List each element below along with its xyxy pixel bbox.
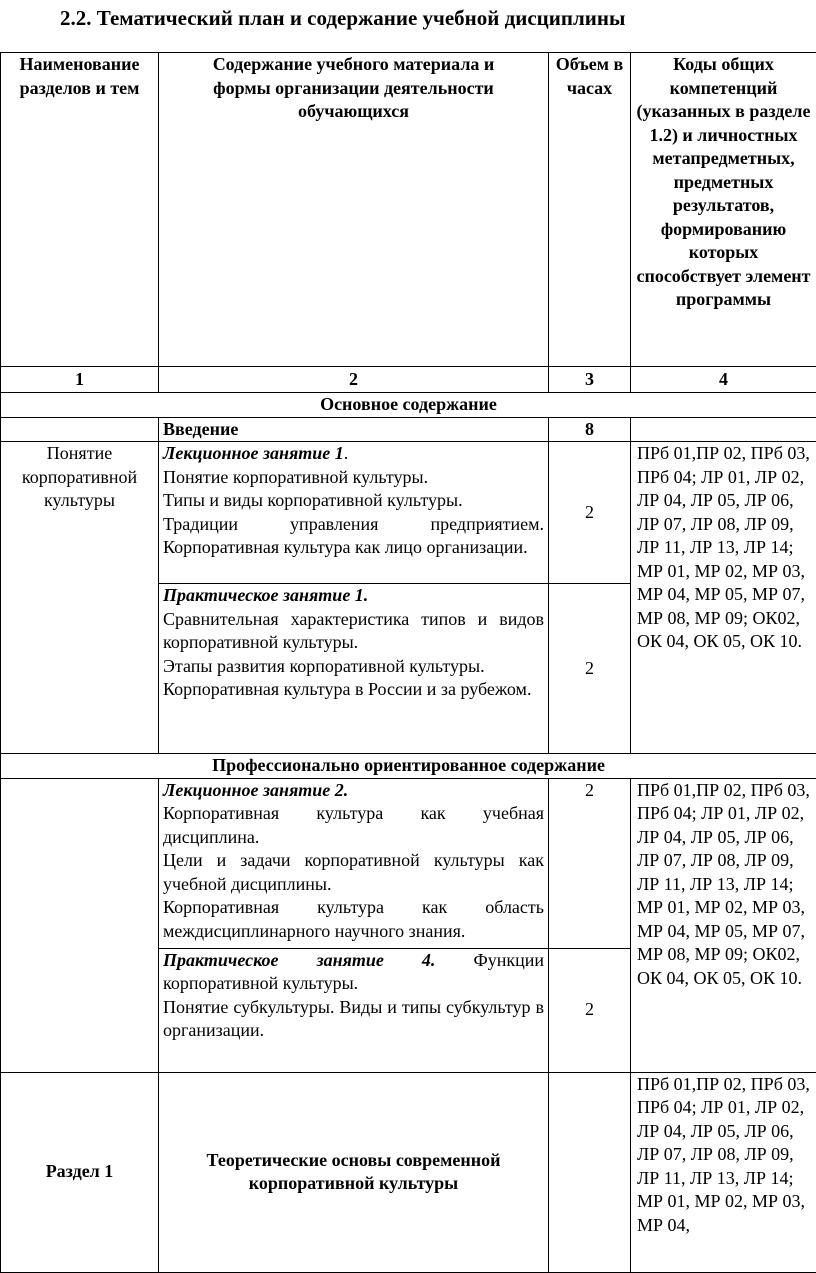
topic1-lecture-title: Лекционное занятие 1 — [163, 443, 344, 463]
prof-practice-hours: 2 — [549, 948, 631, 1072]
prof-practice-title-tail: Функции корпоративной культуры. — [163, 950, 544, 994]
column-number-2: 2 — [159, 367, 549, 393]
prof-lecture-content — [159, 778, 549, 948]
column-numbers-row — [1, 367, 816, 393]
page-title: 2.2. Тематический план и содержание учебной дисциплины — [60, 4, 625, 32]
column-number-1: 1 — [1, 367, 159, 393]
topic1-lecture-line: Понятие корпоративной культуры. — [163, 466, 544, 490]
topic1-practice-line: Сравнительная характеристика типов и видов корпоративной культуры. — [163, 608, 544, 655]
topic1-practice-line: Корпоративная культура в России и за рубежом. — [163, 678, 544, 702]
topic1-practice-title: Практическое занятие 1. — [163, 585, 368, 605]
header-codes: Коды общих компетенций (указанных в разделе 1.2) и личностных метапредметных, предметных результатов, формированию которых способствует элемент программы — [631, 53, 816, 367]
topic1-lecture-title-tail: . — [344, 443, 349, 463]
section1-content: Теоретические основы современной корпоративной культуры — [159, 1072, 549, 1272]
section-prof-heading: Профессионально ориентированное содержание — [1, 754, 816, 779]
header-content: Содержание учебного материала и формы организации деятельности обучающихся — [159, 53, 549, 367]
section-prof-row — [1, 754, 816, 779]
section-main-row — [1, 393, 816, 418]
prof-lecture-line: Корпоративная культура как область междисциплинарного научного знания. — [163, 896, 544, 943]
section1-row — [1, 1072, 816, 1272]
topic1-practice-line: Этапы развития корпоративной культуры. — [163, 655, 544, 679]
prof-practice-title: Практическое занятие 4. — [163, 950, 435, 970]
prof-lecture-title: Лекционное занятие 2. — [163, 780, 348, 800]
prof-lecture-line: Корпоративная культура как учебная дисциплина. — [163, 802, 544, 849]
topic1-lecture-row — [1, 442, 816, 584]
prof-lecture-hours: 2 — [549, 778, 631, 948]
prof-practice-content — [159, 948, 549, 1072]
topic1-codes: ПРб 01,ПР 02, ПРб 03, ПРб 04; ЛР 01, ЛР 02, ЛР 04, ЛР 05, ЛР 06, ЛР 07, ЛР 08, ЛР 09, ЛР 11, ЛР 13, ЛР 14; МР 01, МР 02, МР 03, МР 04, МР 05, МР 07, МР 08, МР 09; ОК02, ОК 04, ОК 05, ОК 10. — [631, 442, 816, 754]
topic1-practice-content — [159, 584, 549, 754]
intro-hours: 8 — [549, 417, 631, 442]
column-number-4: 4 — [631, 367, 816, 393]
header-name: Наименование разделов и тем — [1, 53, 159, 367]
topic1-lecture-line: Типы и виды корпоративной культуры. — [163, 489, 544, 513]
header-hours: Объем в часах — [549, 53, 631, 367]
prof-lecture-line: Цели и задачи корпоративной культуры как учебной дисциплины. — [163, 849, 544, 896]
topic1-practice-hours: 2 — [549, 584, 631, 754]
prof-name-empty — [1, 778, 159, 1072]
thematic-plan-table — [0, 52, 816, 1273]
topic1-name: Понятие корпоративной культуры — [1, 442, 159, 754]
topic1-lecture-hours: 2 — [549, 442, 631, 584]
section1-name: Раздел 1 — [1, 1072, 159, 1272]
intro-codes-empty — [631, 417, 816, 442]
topic1-lecture-content — [159, 442, 549, 584]
section-main-heading: Основное содержание — [1, 393, 816, 418]
prof-practice-line: Понятие субкультуры. Виды и типы субкультур в организации. — [163, 996, 544, 1043]
prof-lecture-row — [1, 778, 816, 948]
intro-empty-cell — [1, 417, 159, 442]
column-number-3: 3 — [549, 367, 631, 393]
intro-label: Введение — [159, 417, 549, 442]
prof-codes: ПРб 01,ПР 02, ПРб 03, ПРб 04; ЛР 01, ЛР 02, ЛР 04, ЛР 05, ЛР 06, ЛР 07, ЛР 08, ЛР 09, ЛР 11, ЛР 13, ЛР 14; МР 01, МР 02, МР 03, МР 04, МР 05, МР 07, МР 08, МР 09; ОК02, ОК 04, ОК 05, ОК 10. — [631, 778, 816, 1072]
topic1-lecture-line: Традиции управления предприятием. Корпоративная культура как лицо организации. — [163, 513, 544, 560]
intro-row — [1, 417, 816, 442]
section1-codes: ПРб 01,ПР 02, ПРб 03, ПРб 04; ЛР 01, ЛР 02, ЛР 04, ЛР 05, ЛР 06, ЛР 07, ЛР 08, ЛР 09, ЛР 11, ЛР 13, ЛР 14; МР 01, МР 02, МР 03, МР 04, — [631, 1072, 816, 1272]
section1-hours-empty — [549, 1072, 631, 1272]
header-row — [1, 53, 816, 367]
